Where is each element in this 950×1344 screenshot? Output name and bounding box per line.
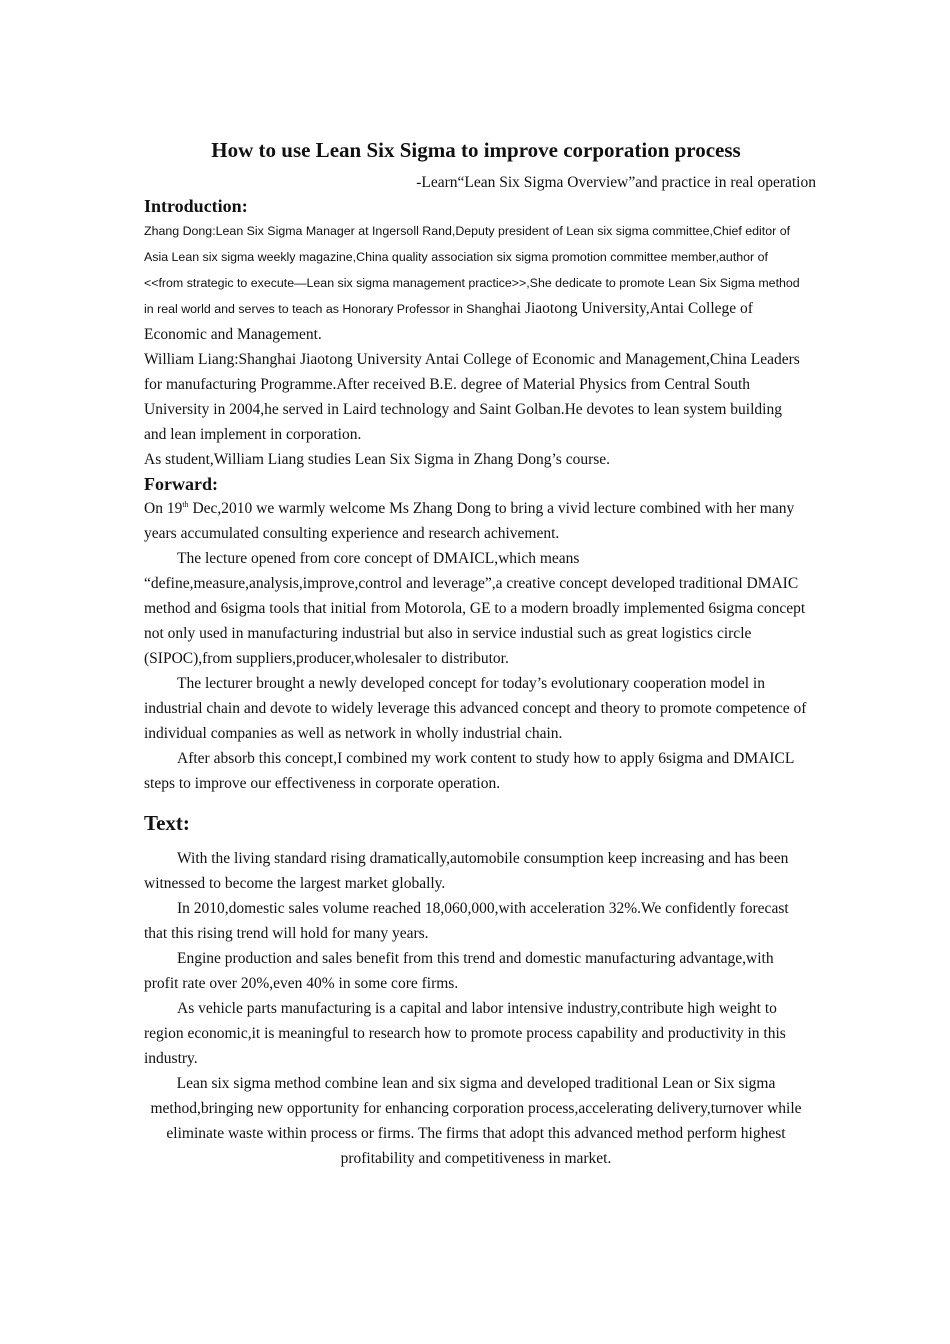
text-section [144,808,808,1171]
text-paragraph-2: In 2010,domestic sales volume reached 18,060,000,with acceleration 32%.We confidently forecast that this rising trend will hold for many years. [144,900,789,942]
document-title: How to use Lean Six Sigma to improve corporation process [211,138,741,162]
forward-heading: Forward: [144,474,218,494]
forward-p1-end: Dec,2010 we warmly welcome Ms Zhang Dong to bring a vivid lecture combined with her many years accumulated consulting experience and research achivement. [144,500,795,542]
text-paragraph-4: As vehicle parts manufacturing is a capital and labor intensive industry,contribute high weight to region economic,it is meaningful to research how to promote process capability and productivity in this industry. [144,1000,786,1067]
zhang-dong-bio [144,218,808,347]
text-paragraph-3: Engine production and sales benefit from this trend and domestic manufacturing advantage,with profit rate over 20%,even 40% in some core firms. [144,950,774,992]
text-paragraph-5: Lean six sigma method combine lean and six sigma and developed traditional Lean or Six sigma method,bringing new opportunity for enhancing corporation process,accelerating delivery,turnover while eliminate waste within process or firms. The firms that adopt this advanced method perform highest profitability and competitiveness in market. [150,1075,802,1167]
document-subtitle: -Learn“Lean Six Sigma Overview”and practice in real operation [416,174,816,191]
forward-paragraph-3: The lecturer brought a newly developed concept for today’s evolutionary cooperation model in industrial chain and devote to widely leverage this advanced concept and theory to promote competence of individual companies as well as network in wholly industrial chain. [144,675,807,742]
forward-p1-sup: th [182,499,189,509]
text-paragraph-1: With the living standard rising dramatically,automobile consumption keep increasing and has been witnessed to become the largest market globally. [144,850,789,892]
william-liang-bio: William Liang:Shanghai Jiaotong University Antai College of Economic and Management,China Leaders for manufacturing Programme.After received B.E. degree of Material Physics from Central South University in 2004,he served in Laird technology and Saint Golban.He devotes to lean system building and lean implement in corporation. [144,351,800,443]
forward-paragraph-2: The lecture opened from core concept of DMAICL,which means “define,measure,analysis,improve,control and leverage”,a creative concept developed traditional DMAIC method and 6sigma tools that initial from Motorola, GE to a modern broadly implemented 6sigma concept not only used in manufacturing industrial but also in service industial such as great logistics circle (SIPOC),from suppliers,producer,wholesaler to distributor. [144,550,806,667]
forward-p1-start: On 19 [144,500,183,517]
introduction-heading: Introduction: [144,196,248,216]
student-note: As student,William Liang studies Lean Six Sigma in Zhang Dong’s course. [144,451,611,468]
forward-paragraph-1 [144,496,808,546]
zhang-dong-bio-serif: hai Jiaotong University,Antai College of Economic and Management. [144,300,753,343]
introduction-section [144,194,808,472]
forward-paragraph-4: After absorb this concept,I combined my work content to study how to apply 6sigma and DMAICL steps to improve our effectiveness in corporate operation. [144,750,794,792]
zhang-dong-bio-sans: Zhang Dong:Lean Six Sigma Manager at Ingersoll Rand,Deputy president of Lean six sigma committee,Chief editor of Asia Lean six sigma weekly magazine,China quality association six sigma promotion committee member,author of <<from strategic to execute—Lean six sigma management practice>>,She dedicate to promote Lean Six Sigma method in real world and serves to teach as Honorary Professor in Shang [144,224,800,316]
document-page [144,120,816,1171]
text-heading: Text: [144,811,190,835]
forward-section [144,472,808,796]
